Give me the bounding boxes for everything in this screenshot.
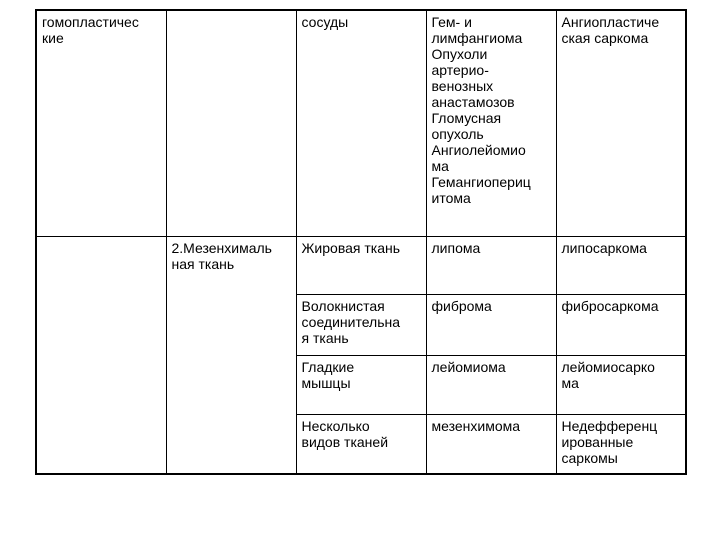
tissue-name: Гладкие мышцы: [301, 358, 355, 391]
benign-tumor: лейомиома: [431, 358, 506, 375]
benign-tumor: липома: [431, 239, 481, 256]
malignant-tumor: липосаркома: [561, 239, 647, 256]
benign-tumor: мезенхимома: [431, 417, 521, 434]
benign-tumor: фиброма: [431, 297, 492, 314]
table-cell: [296, 236, 426, 294]
tumor-classification-table: [35, 9, 687, 475]
table-cell: [426, 294, 556, 355]
tissue-name: Волокнистая соединительна я ткань: [301, 297, 401, 346]
table-cell: [556, 10, 686, 236]
table-cell: [556, 236, 686, 294]
tissue-vessels: сосуды: [301, 14, 349, 30]
table-cell: [36, 10, 166, 236]
table-cell: [296, 414, 426, 474]
table-cell: [556, 414, 686, 474]
tissue-name: Жировая ткань: [301, 239, 401, 256]
table-cell: [426, 236, 556, 294]
table-cell: [166, 236, 296, 474]
table-cell: [296, 294, 426, 355]
tissue-name: Несколько видов тканей: [301, 417, 389, 450]
table-cell: [296, 10, 426, 236]
table-cell: [426, 414, 556, 474]
table-row: [36, 10, 686, 236]
table-cell: [556, 355, 686, 414]
malignant-tumor: фибросаркома: [561, 297, 659, 314]
malignant-tumor: лейомиосарко ма: [561, 358, 655, 391]
benign-vascular-tumors: Гем- и лимфангиома Опухоли артерио- венозных анастамозов Гломусная опухоль Ангиолейомио ма Гемангиопериц итома: [431, 14, 531, 206]
table-cell: [36, 236, 166, 474]
table-cell: [426, 355, 556, 414]
table-cell: [166, 10, 296, 236]
category-homoplastic: гомопластичес кие: [42, 14, 139, 46]
table-row: [36, 236, 686, 294]
table-cell: [426, 10, 556, 236]
malignant-tumor: Недефференц ированные саркомы: [561, 417, 658, 466]
table-cell: [556, 294, 686, 355]
table-cell: [296, 355, 426, 414]
category-mesenchymal: 2.Мезенхималь ная ткань: [171, 239, 272, 272]
malignant-angiosarcoma: Ангиопластиче ская саркома: [561, 14, 660, 46]
